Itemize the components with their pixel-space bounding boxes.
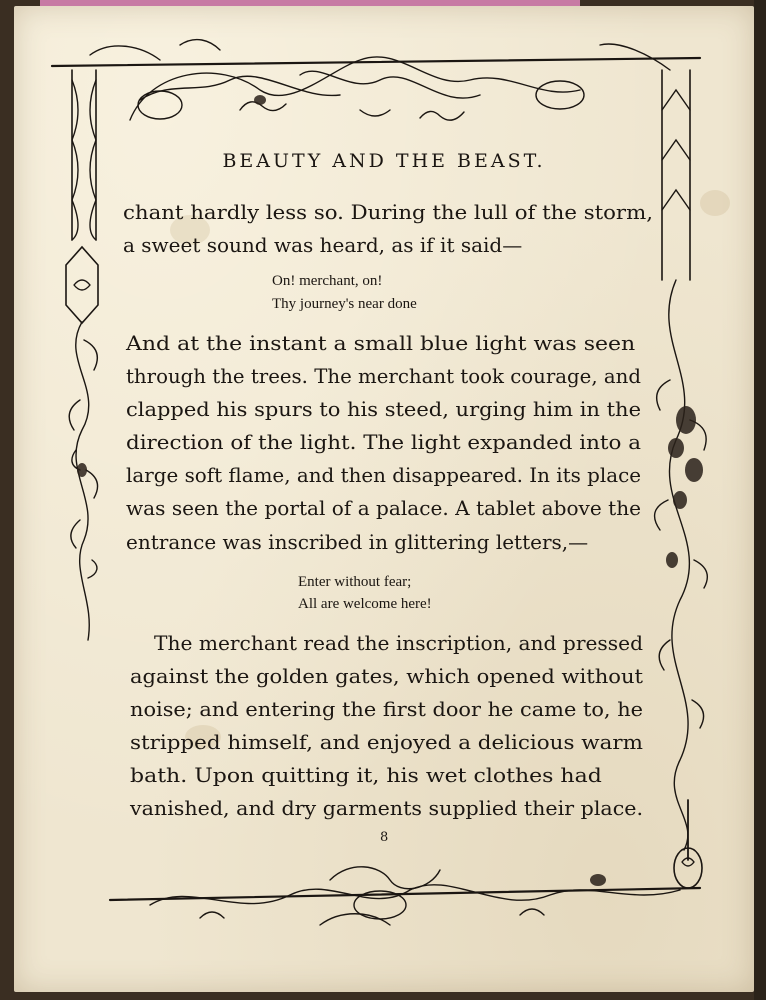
paragraph-line: was seen the portal of a palace. A tablet above the [126, 496, 641, 520]
running-title: BEAUTY AND THE BEAST. [222, 150, 546, 172]
verse-line: All are welcome here! [298, 596, 432, 612]
page-number: 8 [380, 830, 389, 845]
verse-line: Thy journey's near done [272, 296, 417, 312]
paragraph-line: noise; and entering the first door he came to, he [130, 697, 643, 721]
paragraph-line: against the golden gates, which opened without [130, 664, 643, 688]
paragraph-line: bath. Upon quitting it, his wet clothes had [130, 763, 602, 787]
paragraph-line: direction of the light. The light expanded into a [126, 430, 641, 454]
paragraph-line: vanished, and dry garments supplied their place. [130, 796, 643, 820]
paragraph-line: And at the instant a small blue light was seen [126, 331, 636, 355]
paragraph-line: The merchant read the inscription, and pressed [154, 631, 643, 655]
paragraph-line: large soft flame, and then disappeared. In its place [126, 463, 641, 487]
paragraph-line: a sweet sound was heard, as if it said— [123, 233, 523, 257]
paragraph-line: entrance was inscribed in glittering letters,— [126, 530, 589, 554]
verse-line: Enter without fear; [298, 574, 412, 590]
paragraph-line: clapped his spurs to his steed, urging him in the [126, 397, 641, 421]
paragraph-line: chant hardly less so. During the lull of the storm, [123, 200, 653, 224]
paragraph-line: through the trees. The merchant took courage, and [126, 364, 641, 388]
paragraph-line: stripped himself, and enjoyed a delicious warm [130, 730, 643, 754]
verse-line: On! merchant, on! [272, 273, 383, 289]
